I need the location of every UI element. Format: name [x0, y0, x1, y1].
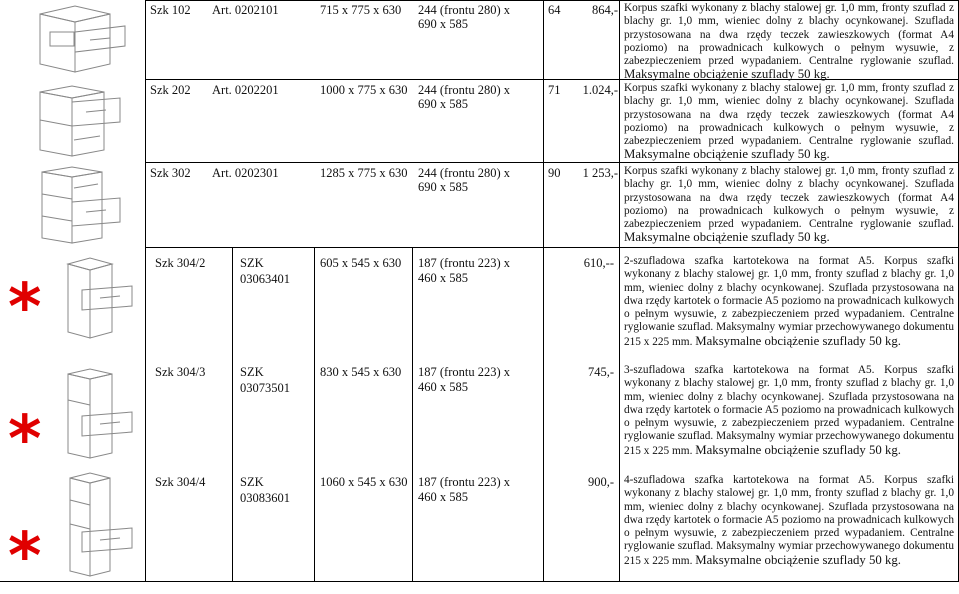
model-cell: Szk 302	[150, 166, 191, 180]
description-cell	[624, 82, 954, 163]
description-text: Korpus szafki wykonany z blachy stalowej gr. 1,0 mm, fronty szuflad z blachy gr. 1,0 mm, wieniec dolny z blachy ocynkowanej. Szuflada przystosowana na dwa rzędy teczek zawieszkowych (format A4 poziomo) na prowadnicach kulkowych o pełnym wysuwie, z zabezpieczeniem przed wypadaniem. Centralne ryglowanie szuflad.	[624, 2, 954, 68]
model-cell: Szk 304/4	[155, 475, 206, 489]
art-cell: Art. 0202301	[212, 166, 279, 180]
art-cell-line2: 03073501	[240, 381, 290, 395]
dims-cell: 715 x 775 x 630	[320, 3, 402, 17]
cabinet-3-drawer-image	[30, 164, 140, 246]
description-cell	[624, 165, 954, 246]
description-max-load: Maksymalne obciążenie szuflady 50 kg.	[695, 442, 901, 457]
front-cell-line1: 187 (frontu 223) x	[418, 256, 510, 270]
weight-cell: 71	[548, 83, 561, 97]
description-text: Korpus szafki wykonany z blachy stalowej gr. 1,0 mm, fronty szuflad z blachy gr. 1,0 mm, wieniec dolny z blachy ocynkowanej. Szuflada przystosowana na dwa rzędy teczek zawieszkowych (format A4 poziomo) na prowadnicach kulkowych o pełnym wysuwie, z zabezpieczeniem przed wypadaniem. Centralne ryglowanie szuflad.	[624, 165, 954, 231]
dims-cell: 830 x 545 x 630	[320, 365, 402, 379]
column-divider	[619, 0, 620, 582]
description-cell	[624, 474, 954, 568]
front-cell-line2: 690 x 585	[418, 97, 468, 111]
art-cell: Art. 0202201	[212, 83, 279, 97]
row-divider	[145, 247, 959, 248]
column-divider	[232, 247, 233, 582]
price-cell: 610,--	[583, 256, 614, 270]
art-cell-line1: SZK	[240, 475, 264, 489]
column-divider	[543, 0, 544, 582]
file-cabinet-4-drawer-image	[60, 470, 140, 580]
front-cell-line2: 460 x 585	[418, 271, 468, 285]
column-divider	[145, 0, 146, 582]
description-max-load: Maksymalne obciążenie szuflady 50 kg.	[695, 333, 901, 348]
dims-cell: 605 x 545 x 630	[320, 256, 402, 270]
front-cell-line2: 460 x 585	[418, 490, 468, 504]
front-cell-line1: 244 (frontu 280) x	[418, 83, 510, 97]
front-cell-line1: 187 (frontu 223) x	[418, 365, 510, 379]
dims-cell: 1060 x 545 x 630	[320, 475, 408, 489]
description-max-load: Maksymalne obciążenie szuflady 50 kg.	[624, 67, 830, 82]
model-cell: Szk 102	[150, 3, 191, 17]
model-cell: Szk 304/3	[155, 365, 206, 379]
weight-cell: 64	[548, 3, 561, 17]
star-marker: *	[8, 520, 42, 594]
price-cell: 1 253,-	[582, 166, 618, 180]
description-text: 3-szufladowa szafka kartotekowa na format A5. Korpus szafki wykonany z blachy stalowej gr. 1,0 mm, fronty szuflad z blachy gr. 1,0 mm, wieniec dolny z blachy ocynkowanej. Szuflada przystosowana na dwa rzędy kartotek o formacie A5 poziomo na prowadnicach kulkowych o pełnym wysuwie, z zabezpieczeniem przed wypadaniem. Centralne ryglowanie szuflad. Maksymalny wymiar przechowywanego dokumentu 215 x 225 mm.	[624, 364, 954, 457]
front-cell-line2: 460 x 585	[418, 380, 468, 394]
cabinet-1-drawer-image	[30, 2, 140, 76]
front-cell-line1: 244 (frontu 280) x	[418, 3, 510, 17]
file-cabinet-2-drawer-image	[60, 254, 140, 342]
description-text: 2-szufladowa szafka kartotekowa na format A5. Korpus szafki wykonany z blachy stalowej gr. 1,0 mm, fronty szuflad z blachy gr. 1,0 mm, wieniec dolny z blachy ocynkowanej. Szuflada przystosowana na dwa rzędy kartotek o formacie A5 poziomo na prowadnicach kulkowych o pełnym wysuwie, z zabezpieczeniem przed wypadaniem. Centralne ryglowanie szuflad. Maksymalny wymiar przechowywanego dokumentu 215 x 225 mm.	[624, 255, 954, 348]
star-marker: *	[8, 403, 42, 477]
star-marker: *	[8, 271, 42, 345]
art-cell-line1: SZK	[240, 365, 264, 379]
description-cell	[624, 255, 954, 349]
column-divider	[314, 247, 315, 582]
model-cell: Szk 304/2	[155, 256, 206, 270]
art-cell-line2: 03063401	[240, 272, 290, 286]
art-cell: Art. 0202101	[212, 3, 279, 17]
file-cabinet-3-drawer-image	[60, 366, 140, 462]
front-cell-line1: 244 (frontu 280) x	[418, 166, 510, 180]
price-cell: 864,-	[591, 3, 618, 17]
front-cell-line2: 690 x 585	[418, 17, 468, 31]
description-cell	[624, 364, 954, 458]
art-cell-line2: 03083601	[240, 491, 290, 505]
column-divider	[412, 247, 413, 582]
model-cell: Szk 202	[150, 83, 191, 97]
description-max-load: Maksymalne obciążenie szuflady 50 kg.	[695, 552, 901, 567]
cabinet-2-drawer-image	[30, 82, 140, 160]
front-cell-line2: 690 x 585	[418, 180, 468, 194]
price-cell: 745,-	[587, 365, 614, 379]
description-max-load: Maksymalne obciążenie szuflady 50 kg.	[624, 230, 830, 245]
art-cell-line1: SZK	[240, 256, 264, 270]
dims-cell: 1000 x 775 x 630	[320, 83, 408, 97]
weight-cell: 90	[548, 166, 561, 180]
description-cell	[624, 2, 954, 83]
front-cell-line1: 187 (frontu 223) x	[418, 475, 510, 489]
description-text: 4-szufladowa szafka kartotekowa na format A5. Korpus szafki wykonany z blachy stalowej gr. 1,0 mm, fronty szuflad z blachy gr. 1,0 mm, wieniec dolny z blachy ocynkowanej. Szuflada przystosowana na dwa rzędy kartotek o formacie A5 poziomo na prowadnicach kulkowych o pełnym wysuwie, z zabezpieczeniem przed wypadaniem. Centralne ryglowanie szuflad. Maksymalny wymiar przechowywanego dokumentu 215 x 225 mm.	[624, 474, 954, 567]
price-cell: 1.024,-	[582, 83, 618, 97]
price-cell: 900,-	[587, 475, 614, 489]
table-border-top	[145, 0, 959, 1]
description-text: Korpus szafki wykonany z blachy stalowej gr. 1,0 mm, fronty szuflad z blachy gr. 1,0 mm, wieniec dolny z blachy ocynkowanej. Szuflada przystosowana na dwa rzędy teczek zawieszkowych (format A4 poziomo) na prowadnicach kulkowych o pełnym wysuwie, z zabezpieczeniem przed wypadaniem. Centralne ryglowanie szuflad.	[624, 82, 954, 148]
dims-cell: 1285 x 775 x 630	[320, 166, 408, 180]
description-max-load: Maksymalne obciążenie szuflady 50 kg.	[624, 147, 830, 162]
